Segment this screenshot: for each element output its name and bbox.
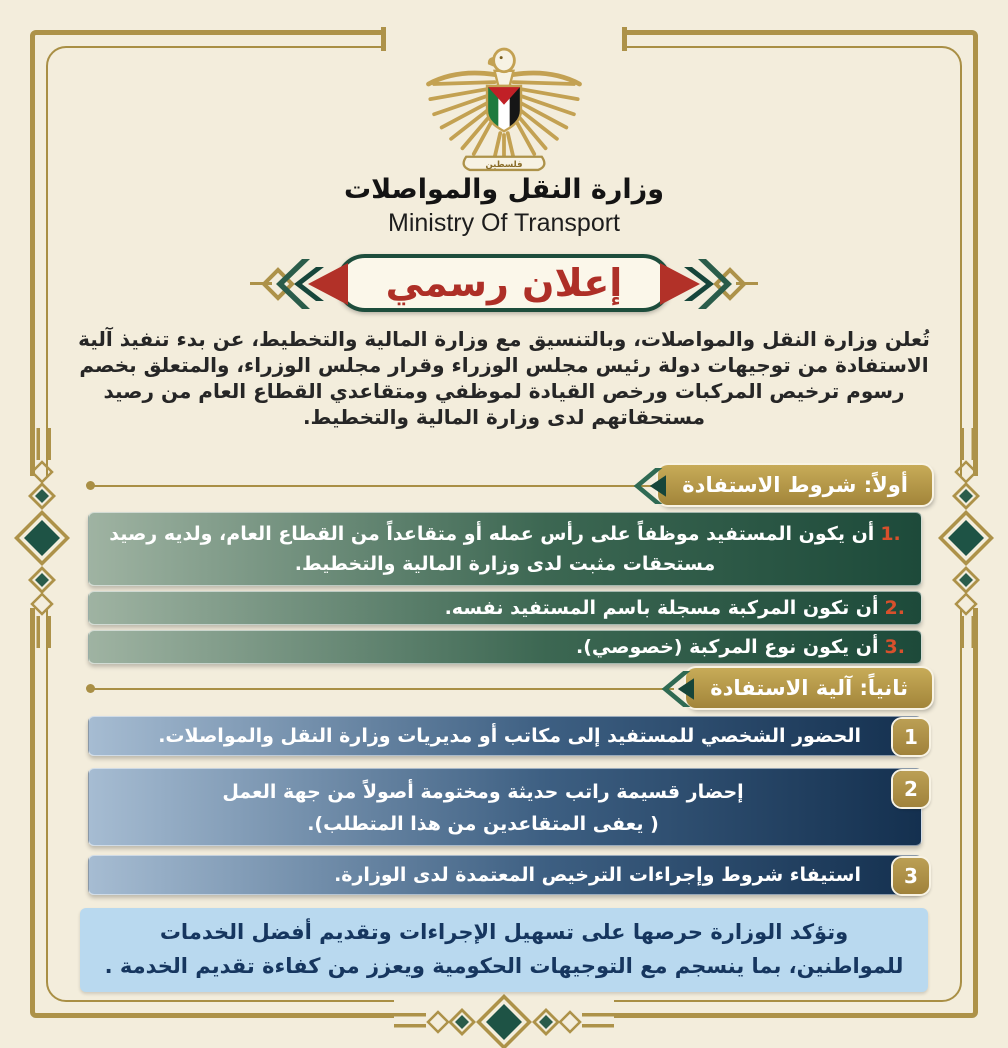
step-number-badge: 3 <box>893 858 929 894</box>
announcement-banner <box>336 254 672 312</box>
divider-dot <box>86 684 95 693</box>
mechanism-step-2 <box>88 768 922 846</box>
banner-arrow-ornament-icon <box>250 255 350 315</box>
condition-item-1 <box>88 512 922 586</box>
palestine-flag-shield-icon <box>487 86 521 133</box>
intro-paragraph: تُعلن وزارة النقل والمواصلات، وبالتنسيق مع وزارة المالية والتخطيط، عن بدء تنفيذ آلية الاستفادة من توجيهات دولة رئيس مجلس الوزراء وقرار مجلس الوزراء، والمتعلق بخصم رسوم ترخيص المركبات ورخص القيادة لموظفي ومتقاعدي القطاع العام من رصيد مستحقاتهم لدى وزارة المالية والتخطيط. <box>78 327 930 429</box>
footer-note: وتؤكد الوزارة حرصها على تسهيل الإجراءات وتقديم أفضل الخدمات للمواطنين، بما ينسجم مع التوجيهات الحكومية ويعزز من كفاءة تقديم الخدمة . <box>80 908 928 992</box>
divider-line <box>94 688 674 690</box>
ministry-title-english: Ministry Of Transport <box>388 209 620 237</box>
eagle-emblem-icon <box>419 46 589 174</box>
condition-text: أن يكون المستفيد موظفاً على رأس عمله أو متقاعداً من القطاع العام، ولديه رصيد مستحقات مثبت لدى وزارة المالية والتخطيط. <box>109 523 875 575</box>
mechanism-step-3 <box>88 855 922 895</box>
chevron-left-icon <box>658 669 694 709</box>
step-text: الحضور الشخصي للمستفيد إلى مكاتب أو مديريات وزارة النقل والمواصلات. <box>158 725 861 747</box>
banner-arrow-ornament-icon <box>658 255 758 315</box>
frame-end-cap-right <box>622 27 627 51</box>
condition-item-2 <box>88 591 922 625</box>
divider-dot <box>86 481 95 490</box>
section-mechanism-title: ثانياً: آلية الاستفادة <box>710 676 908 700</box>
condition-number: 3. <box>884 636 905 658</box>
mechanism-step-1 <box>88 716 922 756</box>
condition-number: 1. <box>880 523 901 545</box>
step-text: استيفاء شروط وإجراءات الترخيص المعتمدة لدى الوزارة. <box>334 864 861 886</box>
diamond-ornament-icon <box>394 992 614 1048</box>
section-mechanism-header <box>686 668 932 708</box>
divider-line <box>94 485 654 487</box>
condition-text: أن تكون المركبة مسجلة باسم المستفيد نفسه. <box>444 597 879 619</box>
ministry-title-arabic: وزارة النقل والمواصلات <box>344 174 664 205</box>
step-text-line1: إحضار قسيمة راتب حديثة ومختومة أصولاً من جهة العمل <box>222 781 744 803</box>
step-text-line2: ( يعفى المتقاعدين من هذا المتطلب). <box>307 813 659 835</box>
condition-number: 2. <box>884 597 905 619</box>
diamond-ornament-icon <box>936 428 996 648</box>
emblem-scroll-text: فلسطين <box>485 160 523 171</box>
frame-end-cap-left <box>381 27 386 51</box>
condition-item-3 <box>88 630 922 664</box>
step-number-badge: 2 <box>893 771 929 807</box>
diamond-ornament-icon <box>12 428 72 648</box>
section-conditions-header <box>658 465 932 505</box>
section-conditions-title: أولاً: شروط الاستفادة <box>682 473 908 497</box>
condition-text: أن يكون نوع المركبة (خصوصي). <box>575 636 879 658</box>
step-number-badge: 1 <box>893 719 929 755</box>
chevron-left-icon <box>630 466 666 506</box>
banner-title: إعلان رسمي <box>385 261 623 305</box>
